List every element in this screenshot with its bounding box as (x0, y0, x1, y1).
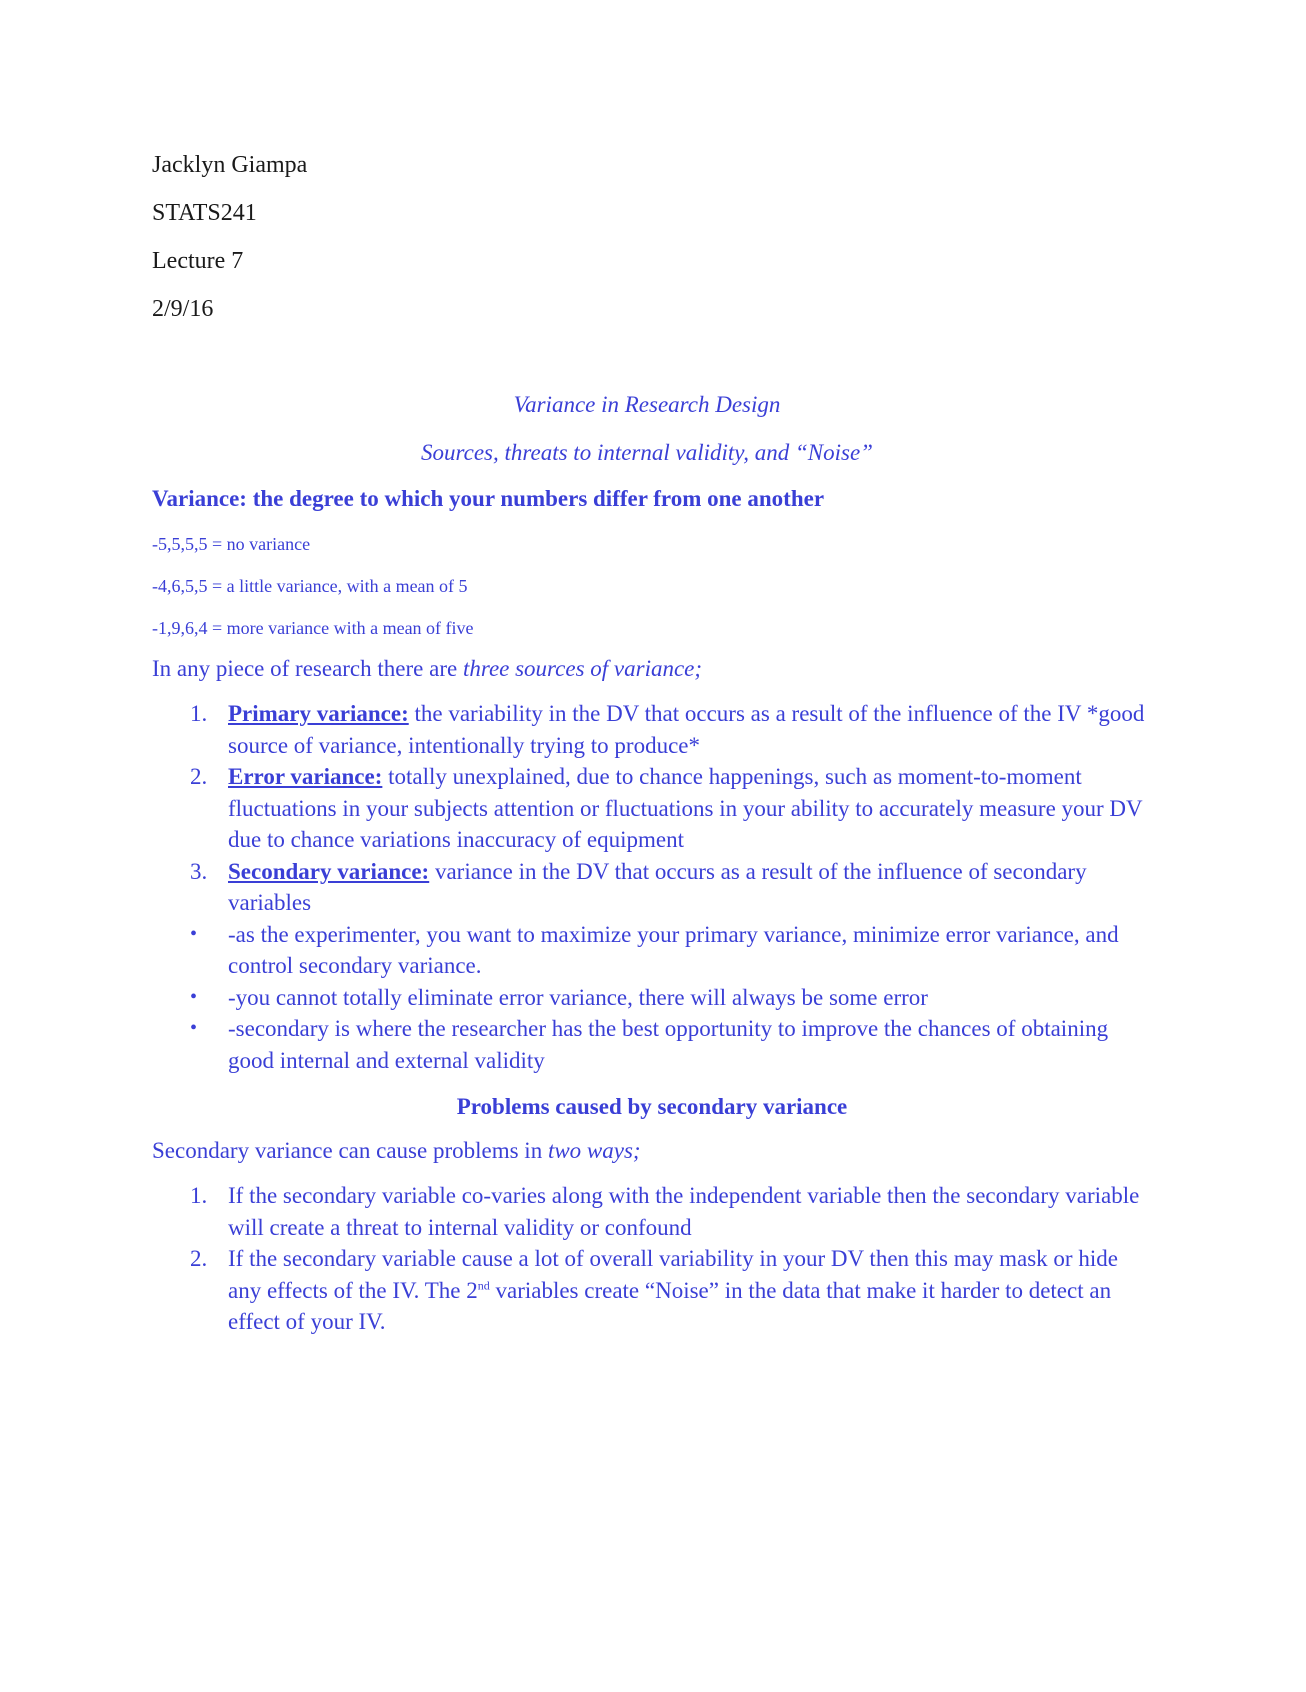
sources-list (152, 698, 1152, 1076)
problems-intro-text: Secondary variance can cause problems in (152, 1138, 548, 1163)
document-title: Variance in Research Design (513, 392, 781, 417)
bullet-icon: • (190, 922, 198, 945)
list-item-noise-problem (152, 1243, 1152, 1338)
list-number: 2. (190, 764, 208, 789)
variance-definition-heading: Variance: the degree to which your numbers differ from one another (152, 486, 825, 511)
list-item-covary-problem (152, 1180, 1152, 1243)
bullet-text: -as the experimenter, you want to maximize your primary variance, minimize error variance, and control secondary variance. (228, 921, 1119, 978)
bullet-item-3 (152, 1013, 1152, 1076)
problems-intro-emphasis: two ways; (547, 1138, 641, 1163)
author-name: Jacklyn Giampa (152, 152, 308, 178)
list-item-error-variance (152, 761, 1152, 856)
bullet-item-2 (152, 982, 1152, 1014)
list-item-primary-variance (152, 698, 1152, 761)
term-primary-variance: Primary variance: (228, 701, 409, 726)
secondary-variance-text: variance in the DV that occurs as a result of the influence of secondary variables (228, 858, 1087, 915)
list-number: 2. (190, 1246, 208, 1271)
problems-list (152, 1180, 1152, 1338)
lecture-number: Lecture 7 (152, 248, 244, 274)
document-subtitle: Sources, threats to internal validity, and “Noise” (421, 440, 873, 465)
term-error-variance: Error variance: (228, 764, 383, 789)
list-number: 3. (190, 858, 208, 884)
term-secondary-variance: Secondary variance: (228, 858, 430, 884)
ordinal-suffix: nd (477, 1277, 490, 1292)
bullet-icon: • (190, 1017, 198, 1039)
bullet-text: -you cannot totally eliminate error variance, there will always be some error (228, 984, 928, 1010)
primary-variance-text: the variability in the DV that occurs as a result of the influence of the IV *good source of variance, intentionally trying to produce* (228, 701, 1145, 758)
covary-problem-text: If the secondary variable co-varies along with the independent variable then the secondary variable will create a threat to internal validity or confound (228, 1183, 1140, 1240)
example-line-2: -4,6,5,5 = a little variance, with a mean of 5 (152, 576, 468, 596)
sources-intro-text: In any piece of research there are (152, 656, 463, 681)
list-number: 1. (190, 701, 208, 726)
problems-intro (152, 1136, 1152, 1166)
sources-intro-emphasis: three sources of variance; (462, 656, 703, 681)
bullet-item-1 (152, 919, 1152, 982)
list-item-secondary-variance (152, 856, 1152, 919)
example-line-3: -1,9,6,4 = more variance with a mean of five (152, 618, 474, 638)
bullet-icon: • (190, 985, 198, 1008)
example-line-1: -5,5,5,5 = no variance (152, 534, 311, 554)
sources-intro (152, 654, 1152, 684)
noise-problem-text-end: variables create “Noise” in the data that make it harder to detect an effect of your IV. (228, 1277, 1112, 1334)
bullet-text: -secondary is where the researcher has the best opportunity to improve the chances of obtaining good internal and external validity (228, 1016, 1109, 1073)
problems-heading: Problems caused by secondary variance (456, 1094, 848, 1119)
document-date: 2/9/16 (152, 296, 214, 322)
document-page (152, 150, 1152, 1338)
noise-problem-text-start: If the secondary variable cause a lot of overall variability in your DV then this may mask or hide any effects of the IV. The 2 (228, 1246, 1118, 1303)
course-code: STATS241 (152, 200, 257, 226)
error-variance-text: totally unexplained, due to chance happenings, such as moment-to-moment fluctuations in your subjects attention or fluctuations in your ability to accurately measure your DV due to chance variations inaccuracy of equipment (228, 764, 1143, 852)
list-number: 1. (190, 1183, 208, 1208)
